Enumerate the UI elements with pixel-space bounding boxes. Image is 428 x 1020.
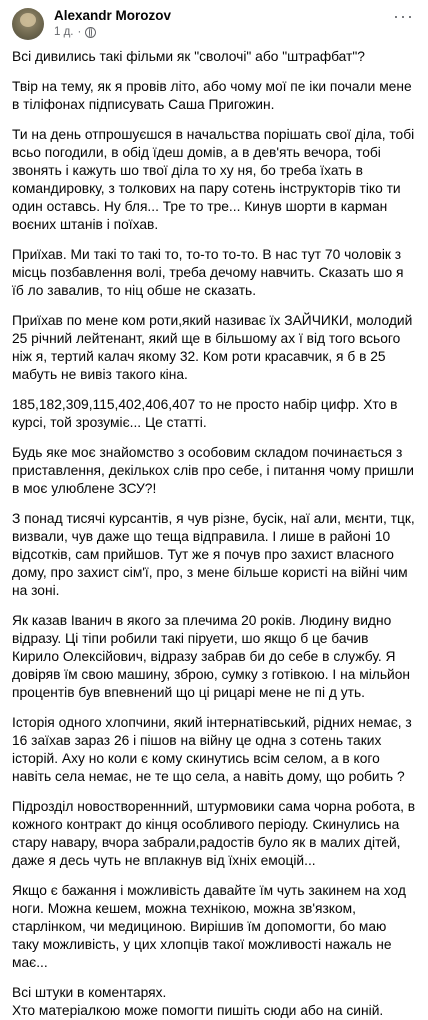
post-header bbox=[0, 0, 428, 48]
post-paragraph: З понад тисячі курсантів, я чув різне, бусік, наї али, мєнти, тцк, визвали, чув даже що теща відправила. І лише в районі 10 відсотків, сам прийшов. Тут же я почув про захист власного дому, про захист сім'ї, про, з мене більше користі на війні чим на зоні. bbox=[12, 511, 415, 598]
post-paragraph bbox=[12, 984, 416, 1020]
post-paragraph: 185,182,309,115,402,406,407 то не просто набір цифр. Хто в курсі, той зрозуміє... Це статті. bbox=[12, 397, 398, 430]
post-line: Хто матеріалкою може помогти пишіть сюди або на синій. bbox=[12, 1003, 384, 1018]
post-paragraph: Як казав Іванич в якого за плечима 20 років. Людину видно відразу. Ці тіпи робили такі піруети, шо якщо б це бачив Кирило Олексійович, відразу забрав би до себе в службу. Я довіряв їм свою машину, зброю, сумку з готівкою. І на мільйон процентів був впевнений що ці рицарі мене не пі д уть. bbox=[12, 613, 411, 700]
post-paragraph: Якщо є бажання і можливість давайте їм чуть закинем на ход ноги. Можна кешем, можна технікою, можна зв'язком, старлінком, чи медициною. Вирішив їм допомогти, бо маю таку можливість, у цих хлопців такої можливості нажаль не має... bbox=[12, 883, 406, 970]
post-paragraph: Підрозділ новоствореннний, штурмовики сама чорна робота, в кожного контракт до кінця особливого періоду. Скинулись на стару навару, вчора забрали,радостів було як в малих дітей, даже я десь чуть не вплакнув від їхніх емоцій... bbox=[12, 799, 416, 868]
post-paragraph: Будь яке моє знайомство з особовим складом починається з приставлення, декількох слів про себе, і питання чому пришли в моє улюблене ЗСУ?! bbox=[12, 445, 414, 496]
post-paragraph: Ти на день отпрошуєшся в начальства порішать свої діла, тобі всьо погодили, в обід їдеш домів, а в дев'ять вечора, тобі звонять і кажуть шо твої діла то ху ня, бо треба їхать в командировку, з толкових на пару сотень інструкторів тіко ти один оставсь. Ну бля... Тре то тре... Кинув шорти в карман воєних штанів і поїхав. bbox=[12, 127, 415, 232]
post-time[interactable]: 1 д. bbox=[54, 25, 74, 38]
post-line: Всі штуки в коментарях. bbox=[12, 985, 167, 1000]
post-paragraph: Твір на тему, як я провів літо, або чому мої пе іки почали мене в тіліфонах підписувать Саша Пригожин. bbox=[12, 79, 412, 112]
author-name[interactable]: Alexandr Morozov bbox=[54, 8, 172, 23]
author-avatar[interactable] bbox=[12, 8, 44, 40]
globe-icon bbox=[85, 27, 96, 38]
more-options-icon[interactable]: ··· bbox=[393, 6, 414, 26]
author-block bbox=[54, 8, 171, 39]
post-paragraph: Приїхав. Ми такі то такі то, то-то то-то. В нас тут 70 чоловік з місць позбавлення волі, треба дечому навчить. Сказать шо я їб ло завалив, то ніц обше не сказать. bbox=[12, 247, 404, 298]
post-meta: 1 д. · bbox=[54, 26, 171, 39]
post-paragraph: Приїхав по мене ком роти,який називає їх ЗАЙЧИКИ, молодий 25 річний лейтенант, який ще в більшому ах ї від того всього ніж я, тертий калач якому 32. Ком роти красавчик, я б в 25 мабуть не вивіз такого кіна. bbox=[12, 313, 413, 382]
post-paragraph: Всі дивились такі фільми як "сволочі" або "штрафбат"? bbox=[12, 49, 365, 64]
post-body bbox=[0, 48, 428, 1020]
post-paragraph: Історія одного хлопчини, який інтернатівський, рідних немає, з 16 заїхав зараз 26 і пішов на війну це одна з сотень таких історій. Аху но коли є кому скинутись всім селом, а в кого навіть села немає, не те що села, а навіть дому, що робить ? bbox=[12, 715, 412, 784]
